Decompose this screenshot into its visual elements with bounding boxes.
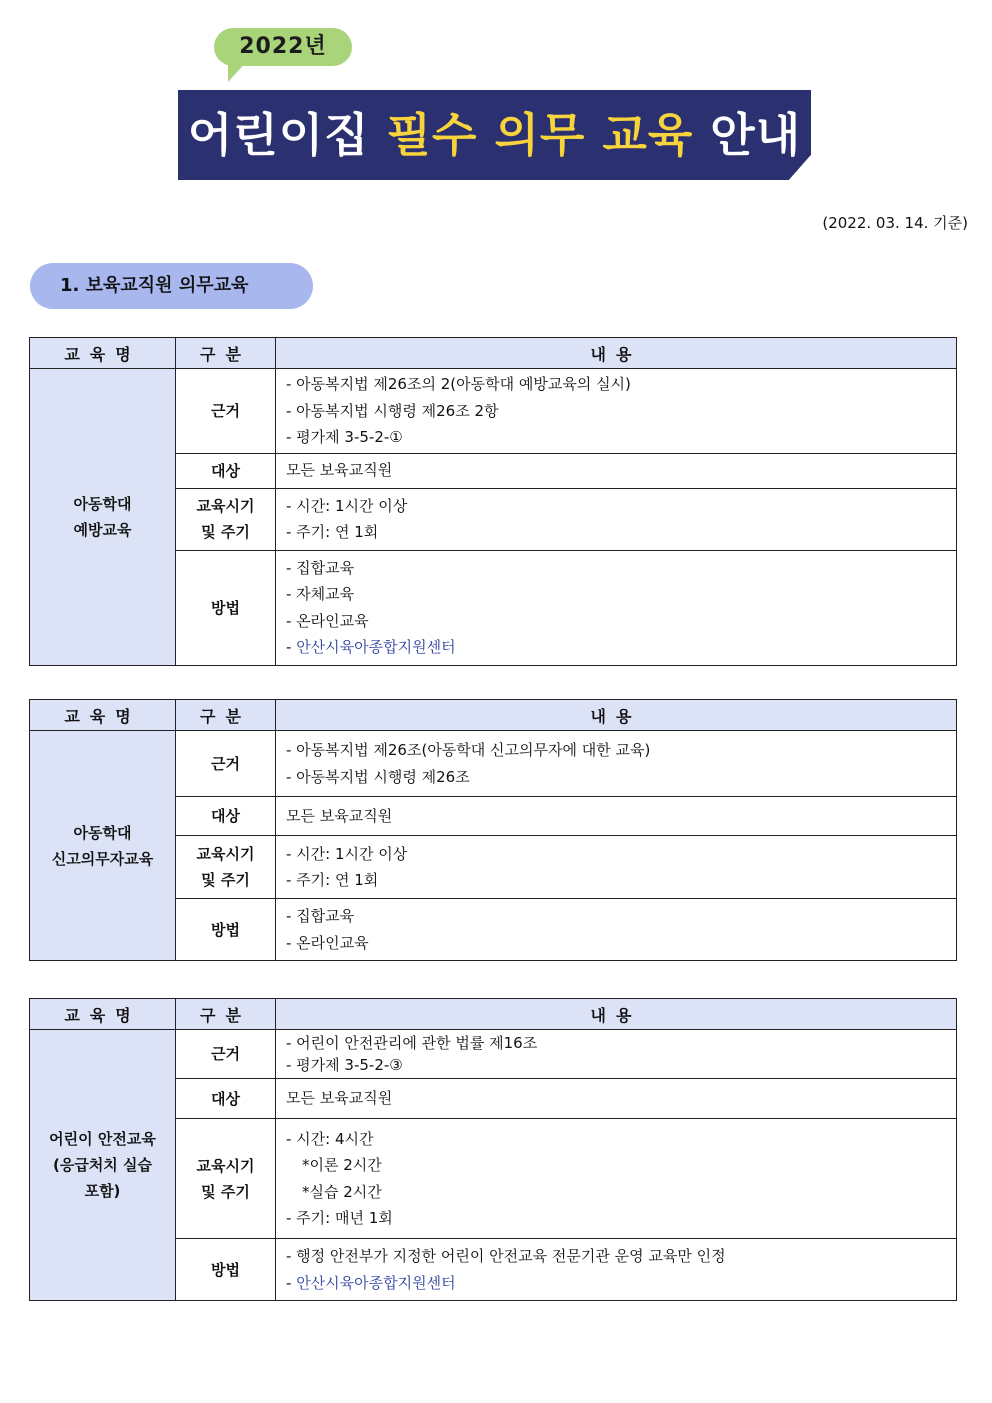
education-table-1 <box>29 337 957 666</box>
content-cell: 모든 보육교직원 <box>276 453 957 488</box>
category-cell: 근거 <box>176 369 276 454</box>
table-header-row <box>30 700 957 731</box>
category-cell: 교육시기 및 주기 <box>176 836 276 899</box>
support-center-link[interactable]: 안산시육아종합지원센터 <box>296 1273 456 1292</box>
category-cell: 근거 <box>176 1030 276 1079</box>
table-header-row <box>30 999 957 1030</box>
category-cell: 근거 <box>176 731 276 797</box>
category-cell: 방법 <box>176 1239 276 1301</box>
table-row <box>30 369 957 454</box>
year-badge-text: 2022년 <box>239 34 327 59</box>
content-cell: - 아동복지법 제26조(아동학대 신고의무자에 대한 교육) - 아동복지법 시행령 제26조 <box>276 731 957 797</box>
content-cell: - 어린이 안전관리에 관한 법률 제16조 - 평가제 3-5-2-③ <box>276 1030 957 1079</box>
category-cell: 방법 <box>176 899 276 961</box>
content-cell: - 시간: 1시간 이상 - 주기: 연 1회 <box>276 488 957 550</box>
content-cell: - 집합교육 - 자체교육 - 온라인교육 - 안산시육아종합지원센터 <box>276 550 957 665</box>
table-row <box>30 1030 957 1079</box>
content-cell: - 아동복지법 제26조의 2(아동학대 예방교육의 실시) - 아동복지법 시행령 제26조 2항 - 평가제 3-5-2-① <box>276 369 957 454</box>
category-cell: 대상 <box>176 1079 276 1119</box>
header-category: 구분 <box>176 999 276 1030</box>
header-name: 교육명 <box>30 338 176 369</box>
education-name-cell: 어린이 안전교육 (응급처치 실습 포함) <box>30 1030 176 1301</box>
table-header-row <box>30 338 957 369</box>
category-cell: 대상 <box>176 453 276 488</box>
education-name-cell: 아동학대 예방교육 <box>30 369 176 666</box>
content-cell: 모든 보육교직원 <box>276 1079 957 1119</box>
category-cell: 대상 <box>176 797 276 836</box>
section-title: 1. 보육교직원 의무교육 <box>60 275 249 296</box>
category-cell: 교육시기 및 주기 <box>176 488 276 550</box>
content-cell: - 행정 안전부가 지정한 어린이 안전교육 전문기관 운영 교육만 인정 - 안산시육아종합지원센터 <box>276 1239 957 1301</box>
header-category: 구분 <box>176 338 276 369</box>
content-cell: - 시간: 4시간 *이론 2시간 *실습 2시간 - 주기: 매년 1회 <box>276 1119 957 1239</box>
title-part1: 어린이집 <box>187 108 370 162</box>
education-name-cell: 아동학대 신고의무자교육 <box>30 731 176 961</box>
header-name: 교육명 <box>30 700 176 731</box>
page-title <box>178 90 811 180</box>
header-category: 구분 <box>176 700 276 731</box>
category-cell: 교육시기 및 주기 <box>176 1119 276 1239</box>
header-content: 내용 <box>276 700 957 731</box>
content-cell: - 시간: 1시간 이상 - 주기: 연 1회 <box>276 836 957 899</box>
title-part2: 필수 의무 교육 <box>386 108 694 162</box>
support-center-link[interactable]: 안산시육아종합지원센터 <box>296 638 456 656</box>
education-table-2 <box>29 699 957 961</box>
header-content: 내용 <box>276 338 957 369</box>
header-content: 내용 <box>276 999 957 1030</box>
date-note: (2022. 03. 14. 기준) <box>822 214 968 232</box>
content-cell: - 집합교육 - 온라인교육 <box>276 899 957 961</box>
education-table-3 <box>29 998 957 1301</box>
table-row <box>30 731 957 797</box>
title-part3: 안내 <box>710 108 802 162</box>
content-cell: 모든 보육교직원 <box>276 797 957 836</box>
header-name: 교육명 <box>30 999 176 1030</box>
category-cell: 방법 <box>176 550 276 665</box>
